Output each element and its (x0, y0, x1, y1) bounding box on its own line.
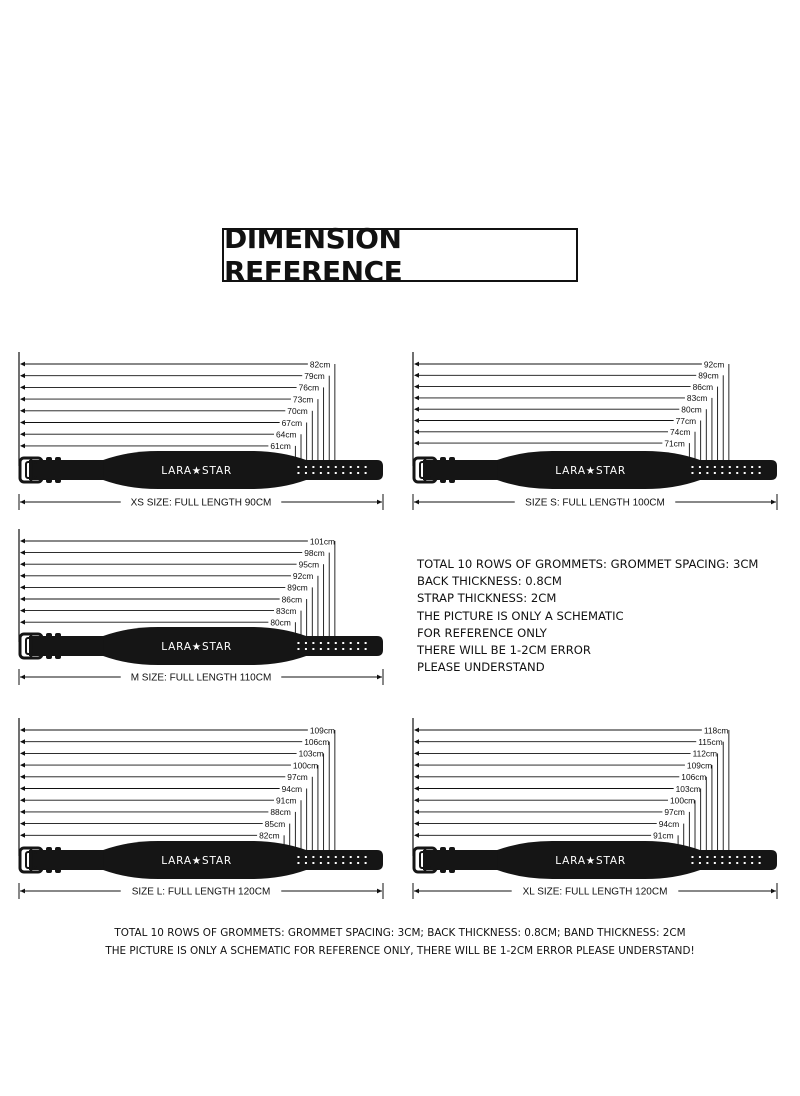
grommet (320, 856, 322, 858)
measurement-label: 91cm (653, 830, 674, 841)
note-line: THE PICTURE IS ONLY A SCHEMATIC (417, 608, 624, 623)
grommet (297, 472, 299, 474)
measurement-label: 85cm (264, 818, 286, 829)
grommet (699, 856, 701, 858)
belt-loop (55, 633, 61, 659)
size-panel-xl (413, 718, 777, 899)
note-line: THERE WILL BE 1-2CM ERROR (417, 643, 591, 658)
arrow-head (414, 407, 419, 412)
arrow-head (20, 500, 25, 505)
grommet (714, 862, 716, 864)
grommet (729, 472, 731, 474)
arrow-head (414, 739, 419, 744)
grommet (691, 466, 693, 468)
grommet (729, 856, 731, 858)
grommet (305, 862, 307, 864)
arrow-head (414, 774, 419, 779)
arrow-head (414, 798, 419, 803)
brand-logo: LARA★STAR (161, 855, 232, 867)
arrow-head (414, 751, 419, 756)
grommet (365, 466, 367, 468)
measurement-label: 77cm (675, 415, 697, 426)
grommet (699, 862, 701, 864)
brand-logo: LARA★STAR (161, 465, 232, 477)
spec-notes (417, 556, 797, 676)
measurement-label: 100cm (670, 795, 696, 806)
belt (20, 841, 383, 879)
arrow-head (20, 751, 25, 756)
grommet (736, 472, 738, 474)
measurement-label: 82cm (309, 359, 331, 370)
grommet (736, 466, 738, 468)
arrow-head (414, 821, 419, 826)
page-title: DIMENSION REFERENCE (224, 222, 403, 288)
grommet (312, 862, 314, 864)
grommet (342, 856, 344, 858)
grommet (305, 472, 307, 474)
measurement-label: 92cm (292, 571, 314, 582)
arrow-head (20, 373, 25, 378)
measurement-label: 103cm (298, 748, 324, 759)
belt-loop (449, 847, 455, 873)
belt (20, 451, 383, 489)
measurement-label: 115cm (698, 737, 723, 747)
full-length-caption: XS SIZE: FULL LENGTH 90CM (130, 497, 272, 509)
grommet (312, 642, 314, 644)
arrow-head (414, 441, 419, 446)
arrow-head (20, 620, 25, 625)
full-length-caption: SIZE S: FULL LENGTH 100CM (525, 497, 665, 509)
measurement-label: 80cm (270, 617, 291, 628)
measurement-label: 106cm (304, 737, 330, 747)
full-length-caption: SIZE L: FULL LENGTH 120CM (131, 886, 271, 898)
grommet (751, 466, 753, 468)
arrow-head (377, 500, 382, 505)
grommet (350, 856, 352, 858)
measurement-label: 91cm (276, 795, 297, 806)
grommet (327, 472, 329, 474)
grommet (350, 642, 352, 644)
arrow-head (20, 821, 25, 826)
grommet (721, 856, 723, 858)
grommet (729, 466, 731, 468)
brand-logo: LARA★STAR (161, 641, 232, 653)
grommet (365, 642, 367, 644)
measurement-label: 76cm (298, 382, 320, 393)
grommet (327, 648, 329, 650)
grommet (699, 466, 701, 468)
grommet (759, 466, 761, 468)
grommet (335, 472, 337, 474)
measurement-label: 80cm (681, 404, 702, 415)
arrow-head (414, 362, 419, 367)
arrow-head (414, 418, 419, 423)
measurement-label: 98cm (304, 547, 325, 558)
grommet (312, 466, 314, 468)
grommet (357, 466, 359, 468)
grommet (342, 648, 344, 650)
size-panel-s (413, 352, 777, 510)
arrow-head (20, 585, 25, 590)
belt (414, 841, 777, 879)
arrow-head (20, 810, 25, 815)
measurement-label: 82cm (259, 830, 280, 841)
grommet (305, 648, 307, 650)
measurement-label: 106cm (681, 772, 707, 783)
grommet (365, 862, 367, 864)
grommet (357, 472, 359, 474)
grommet (736, 862, 738, 864)
arrow-head (20, 420, 25, 425)
note-line: BACK THICKNESS: 0.8CM (417, 574, 562, 589)
arrow-head (377, 675, 382, 680)
grommet (320, 642, 322, 644)
arrow-head (414, 429, 419, 434)
grommet (357, 856, 359, 858)
measurement-label: 86cm (692, 381, 714, 392)
grommet (335, 648, 337, 650)
measurement-label: 70cm (287, 406, 308, 417)
measurement-label: 64cm (276, 429, 297, 440)
belt-loop (46, 847, 52, 873)
size-panel-l (19, 718, 383, 899)
full-length-caption: M SIZE: FULL LENGTH 110CM (130, 672, 272, 684)
measurement-label: 83cm (686, 393, 708, 404)
arrow-head (414, 810, 419, 815)
arrow-head (20, 608, 25, 613)
arrow-head (414, 786, 419, 791)
grommet (297, 862, 299, 864)
arrow-head (771, 889, 776, 894)
arrow-head (414, 396, 419, 401)
grommet (335, 642, 337, 644)
arrow-head (20, 539, 25, 544)
full-length-caption: XL SIZE: FULL LENGTH 120CM (522, 886, 668, 898)
measurement-label: 71cm (664, 438, 685, 449)
arrow-head (20, 573, 25, 578)
grommet (357, 642, 359, 644)
footer-notes (0, 924, 800, 960)
grommet (297, 642, 299, 644)
measurement-label: 74cm (670, 427, 691, 438)
grommet (305, 642, 307, 644)
grommet (350, 648, 352, 650)
grommet (744, 466, 746, 468)
size-panel-xs (19, 352, 383, 510)
belt-loop (46, 633, 52, 659)
grommet (342, 466, 344, 468)
brand-logo: LARA★STAR (555, 465, 626, 477)
measurement-label: 103cm (675, 783, 701, 794)
measurement-label: 89cm (698, 370, 719, 381)
measurement-label: 109cm (309, 725, 336, 736)
measurement-label: 88cm (270, 807, 291, 818)
grommet (297, 648, 299, 650)
grommet (320, 862, 322, 864)
measurement-label: 109cm (686, 760, 713, 771)
measurement-label: 79cm (304, 371, 325, 381)
arrow-head (414, 384, 419, 389)
arrow-head (20, 444, 25, 449)
grommet (751, 862, 753, 864)
measurement-label: 61cm (270, 441, 291, 452)
grommet (305, 856, 307, 858)
grommet (312, 472, 314, 474)
measurement-label: 92cm (703, 359, 725, 370)
grommet (320, 472, 322, 474)
arrow-head (414, 373, 419, 378)
measurement-label: 97cm (287, 772, 308, 783)
grommet (691, 856, 693, 858)
arrow-head (20, 889, 25, 894)
belt-loop (46, 457, 52, 483)
measurement-label: 95cm (298, 559, 320, 570)
grommet (714, 472, 716, 474)
grommet (699, 472, 701, 474)
arrow-head (20, 432, 25, 437)
grommet (320, 466, 322, 468)
arrow-head (20, 786, 25, 791)
grommet (350, 466, 352, 468)
grommet (342, 862, 344, 864)
brand-logo: LARA★STAR (555, 855, 626, 867)
note-line: FOR REFERENCE ONLY (417, 625, 547, 640)
arrow-head (414, 889, 419, 894)
arrow-head (20, 397, 25, 402)
measurement-label: 101cm (309, 536, 336, 547)
measurement-label: 94cm (281, 783, 303, 794)
grommet (744, 862, 746, 864)
grommet (357, 648, 359, 650)
grommet (714, 856, 716, 858)
grommet (312, 648, 314, 650)
grommet (335, 466, 337, 468)
note-line: STRAP THICKNESS: 2CM (417, 591, 557, 606)
arrow-head (20, 739, 25, 744)
measurement-label: 86cm (281, 594, 303, 605)
grommet (357, 862, 359, 864)
measurement-label: 89cm (287, 582, 308, 593)
arrow-head (20, 385, 25, 390)
grommet (335, 862, 337, 864)
size-panel-m (19, 529, 383, 685)
grommet (736, 856, 738, 858)
belt-loop (55, 457, 61, 483)
grommet (327, 642, 329, 644)
grommet (759, 472, 761, 474)
grommet (706, 856, 708, 858)
measurement-label: 94cm (658, 818, 680, 829)
arrow-head (20, 675, 25, 680)
grommet (327, 466, 329, 468)
arrow-head (20, 798, 25, 803)
grommet (714, 466, 716, 468)
arrow-head (20, 597, 25, 602)
belt-loop (440, 847, 446, 873)
grommet (721, 862, 723, 864)
arrow-head (414, 728, 419, 733)
measurement-label: 83cm (276, 605, 297, 616)
grommet (320, 648, 322, 650)
arrow-head (377, 889, 382, 894)
arrow-head (771, 500, 776, 505)
arrow-head (20, 362, 25, 367)
arrow-head (20, 763, 25, 768)
grommet (744, 472, 746, 474)
grommet (751, 472, 753, 474)
grommet (706, 862, 708, 864)
grommet (327, 856, 329, 858)
grommet (706, 472, 708, 474)
grommet (335, 856, 337, 858)
belt-loop (440, 457, 446, 483)
belt-loop (55, 847, 61, 873)
note-line: PLEASE UNDERSTAND (417, 660, 545, 675)
arrow-head (414, 763, 419, 768)
measurement-label: 67cm (281, 417, 303, 428)
grommet (721, 472, 723, 474)
grommet (342, 642, 344, 644)
belt (20, 627, 383, 665)
arrow-head (20, 728, 25, 733)
measurement-label: 118cm (703, 725, 729, 736)
grommet (365, 648, 367, 650)
arrow-head (414, 500, 419, 505)
arrow-head (20, 833, 25, 838)
grommet (721, 466, 723, 468)
grommet (350, 862, 352, 864)
grommet (729, 862, 731, 864)
arrow-head (20, 562, 25, 567)
grommet (365, 856, 367, 858)
belt-loop (449, 457, 455, 483)
grommet (706, 466, 708, 468)
footer-line: THE PICTURE IS ONLY A SCHEMATIC FOR REFERENCE ONLY, THERE WILL BE 1-2CM ERROR PLEASE UNDERSTAND! (105, 945, 695, 957)
grommet (751, 856, 753, 858)
measurement-label: 97cm (664, 807, 685, 818)
measurement-label: 73cm (292, 394, 314, 405)
arrow-head (414, 833, 419, 838)
belt (414, 451, 777, 489)
grommet (312, 856, 314, 858)
grommet (297, 466, 299, 468)
arrow-head (20, 408, 25, 413)
footer-line: TOTAL 10 ROWS OF GROMMETS: GROMMET SPACING: 3CM; BACK THICKNESS: 0.8CM; BAND THICKNESS: 2CM (114, 927, 686, 939)
grommet (365, 472, 367, 474)
grommet (691, 472, 693, 474)
arrow-head (20, 774, 25, 779)
grommet (305, 466, 307, 468)
grommet (691, 862, 693, 864)
measurement-label: 100cm (292, 760, 319, 771)
grommet (327, 862, 329, 864)
grommet (759, 862, 761, 864)
grommet (342, 472, 344, 474)
grommet (759, 856, 761, 858)
measurement-label: 112cm (692, 748, 718, 759)
grommet (297, 856, 299, 858)
grommet (744, 856, 746, 858)
note-line: TOTAL 10 ROWS OF GROMMETS: GROMMET SPACING: 3CM (417, 557, 759, 571)
arrow-head (20, 550, 25, 555)
grommet (350, 472, 352, 474)
